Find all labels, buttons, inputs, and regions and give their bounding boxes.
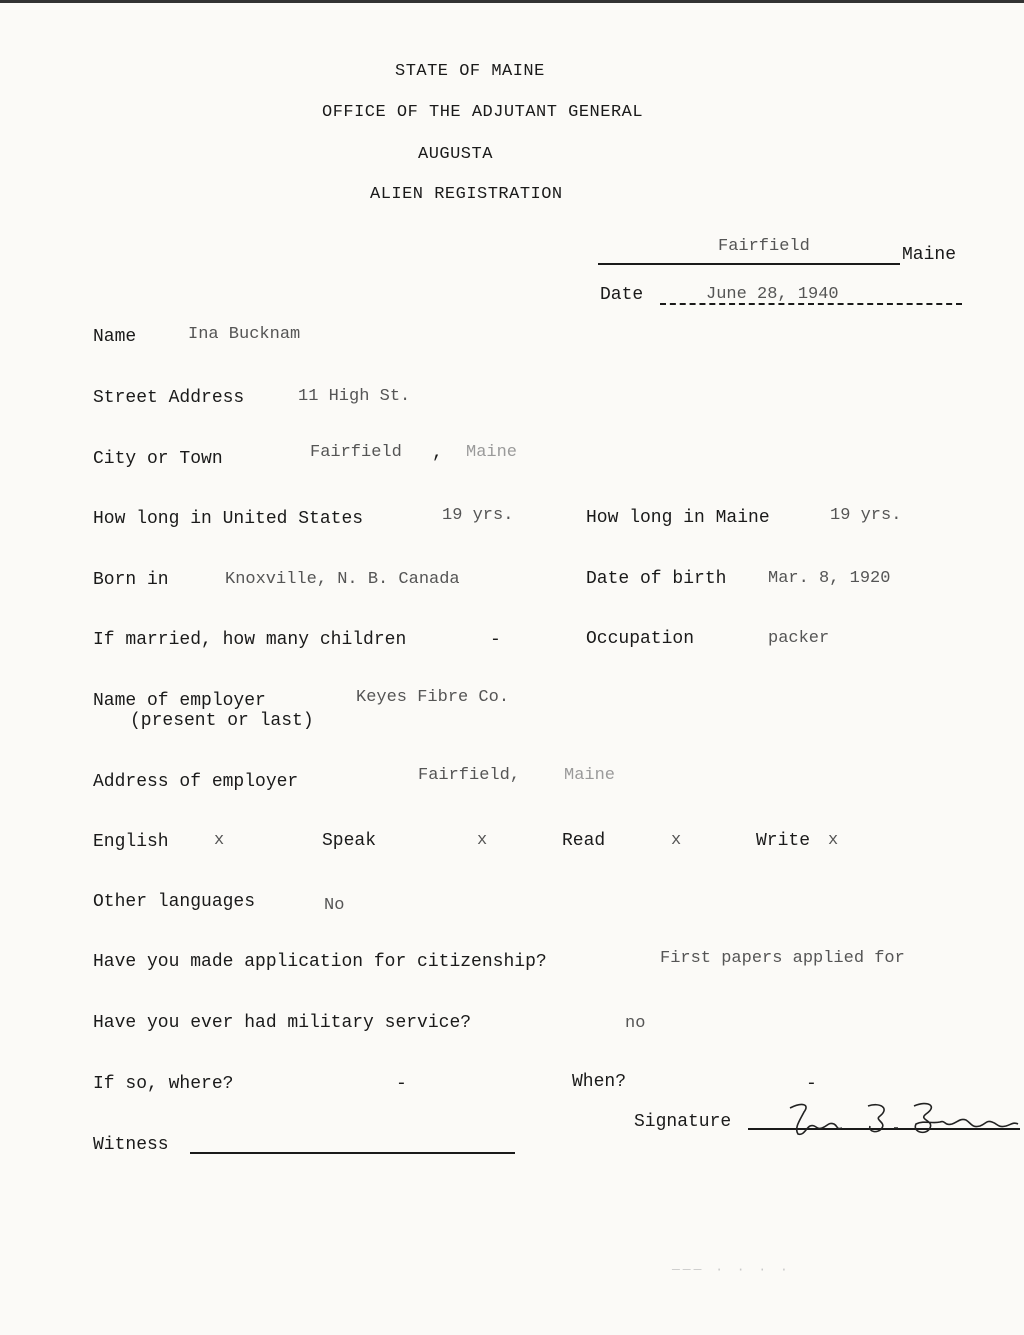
date-label: Date bbox=[600, 285, 644, 305]
us-time-label: How long in United States bbox=[93, 509, 364, 529]
place-underline bbox=[598, 263, 900, 265]
employer-address-state: Maine bbox=[564, 766, 616, 785]
citizenship-value: First papers applied for bbox=[660, 949, 905, 968]
speak-label: Speak bbox=[322, 831, 377, 851]
when-label: When? bbox=[572, 1072, 627, 1092]
place-town: Fairfield bbox=[718, 237, 810, 256]
city-state: Maine bbox=[466, 443, 518, 462]
faded-stamp-mark: ——— · · · · bbox=[672, 1262, 791, 1277]
write-value: x bbox=[828, 831, 839, 850]
employer-address-label: Address of employer bbox=[93, 772, 299, 792]
english-label: English bbox=[93, 832, 169, 852]
employer-address-town: Fairfield, bbox=[418, 766, 521, 785]
military-value: no bbox=[625, 1014, 646, 1033]
city-label: City or Town bbox=[93, 449, 223, 469]
born-value: Knoxville, N. B. Canada bbox=[225, 570, 460, 589]
where-value: - bbox=[396, 1074, 407, 1094]
employer-value: Keyes Fibre Co. bbox=[356, 688, 510, 707]
employer-label-sub: (present or last) bbox=[130, 711, 314, 731]
citizenship-label: Have you made application for citizenship? bbox=[93, 952, 547, 972]
us-time-value: 19 yrs. bbox=[442, 506, 514, 525]
occupation-value: packer bbox=[768, 629, 830, 648]
header-office: OFFICE OF THE ADJUTANT GENERAL bbox=[322, 103, 644, 122]
witness-label: Witness bbox=[93, 1135, 169, 1155]
place-state: Maine bbox=[902, 245, 957, 265]
maine-time-value: 19 yrs. bbox=[830, 506, 902, 525]
name-value: Ina Bucknam bbox=[188, 325, 301, 344]
where-label: If so, where? bbox=[93, 1074, 234, 1094]
date-underline bbox=[660, 303, 962, 305]
dob-value: Mar. 8, 1920 bbox=[768, 569, 891, 588]
city-separator: , bbox=[432, 443, 443, 463]
street-label: Street Address bbox=[93, 388, 245, 408]
military-label: Have you ever had military service? bbox=[93, 1013, 472, 1033]
write-label: Write bbox=[756, 831, 811, 851]
witness-underline bbox=[190, 1152, 515, 1154]
occupation-label: Occupation bbox=[586, 629, 695, 649]
other-languages-value: No bbox=[324, 896, 345, 915]
english-value: x bbox=[214, 831, 225, 850]
read-label: Read bbox=[562, 831, 606, 851]
speak-value: x bbox=[477, 831, 488, 850]
employer-label: Name of employer bbox=[93, 691, 266, 711]
children-value: - bbox=[490, 630, 501, 650]
signature-label: Signature bbox=[634, 1112, 732, 1132]
children-label: If married, how many children bbox=[93, 630, 407, 650]
header-city: AUGUSTA bbox=[418, 145, 493, 164]
name-label: Name bbox=[93, 327, 137, 347]
street-value: 11 High St. bbox=[298, 387, 411, 406]
handwritten-signature bbox=[776, 1098, 1022, 1142]
read-value: x bbox=[671, 831, 682, 850]
when-value: - bbox=[806, 1074, 817, 1094]
header-title: ALIEN REGISTRATION bbox=[370, 185, 563, 204]
dob-label: Date of birth bbox=[586, 569, 727, 589]
page-top-edge bbox=[0, 0, 1024, 3]
born-label: Born in bbox=[93, 570, 169, 590]
maine-time-label: How long in Maine bbox=[586, 508, 770, 528]
city-town: Fairfield bbox=[310, 443, 402, 462]
other-languages-label: Other languages bbox=[93, 892, 256, 912]
header-state: STATE OF MAINE bbox=[395, 62, 545, 81]
date-value: June 28, 1940 bbox=[706, 285, 839, 304]
